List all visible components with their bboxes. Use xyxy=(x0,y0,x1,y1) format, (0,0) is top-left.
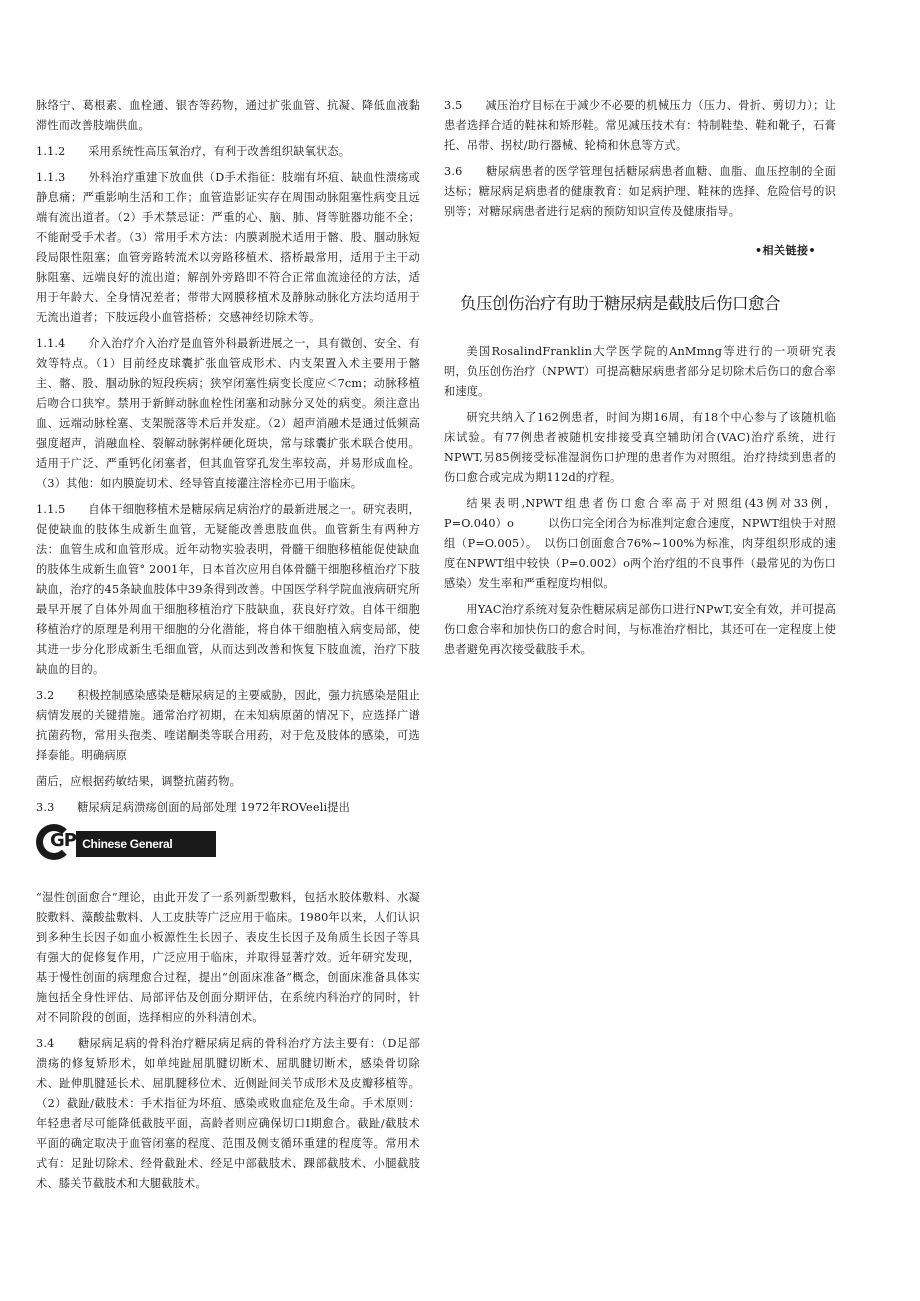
paragraph-3-6: 3.6 糖尿病患者的医学管理包括糖尿病患者血糖、血脂、血压控制的全面达标；糖尿病足病患者的健康教育：如足病护理、鞋袜的选择、危险信号的识别等；对糖尿病患者进行足病的预防知识宣传及健康指导。 xyxy=(444,165,836,218)
journal-logo xyxy=(36,824,216,871)
article-paragraph: 结果表明,NPWT组患者伤口愈合率高于对照组(43例对33例，P=O.040）o 以伤口完全闭合为标准判定愈合速度，NPWT组快于对照组（P=O.005）。 以伤口创面愈合76%~100%为标准，肉芽组织形成的速度在NPWT组中较快（P=0.002）o两个治疗组的不良事件（最常见的为伤口感染）发生率和严重程度均相似。 xyxy=(444,497,836,590)
article-paragraph: 用YAC治疗系统对复杂性糖尿病足部伤口进行NPwT,安全有效，并可提高伤口愈合率和加快伤口的愈合时间，与标准治疗相比，其还可在一定程度上使患者避免再次接受截肢手术。 xyxy=(444,603,836,656)
paragraph-3-4: 3.4 糖尿病足病的骨科治疗糖尿病足病的骨科治疗方法主要有：（D足部溃疡的修复矫形术，如单纯趾屈肌腱切断术、屈肌腱切断术，感染骨切除术、趾伸肌腱延长术、屈肌腱移位术、近侧趾间关节成形术及皮瓣移植等。（2）截趾/截肢术：手术指征为坏疽、感染或败血症危及生命。手术原则：年轻患者尽可能降低截肢平面，高龄者则应确保切口I期愈合。截趾/截肢术平面的确定取决于血管闭塞的程度、范围及侧支循环重建的程度等。常用术式有：足趾切除术、经骨截趾术、经足中部截肢术、踝部截肢术、小腿截肢术、膝关节截肢术和大腿截肢术。 xyxy=(36,1037,420,1190)
paragraph-1-1-5: 1.1.5 自体干细胞移植术是糖尿病足病治疗的最新进展之一。研究表明，促使缺血的肢体生成新生血管，无疑能改善患肢血供。血管新生有两种方法：血管生成和血管形成。近年动物实验表明，骨髓干细胞移植能促使缺血的肢体生成新生血管° 2001年，日本首次应用自体骨髓干细胞移植治疗下肢缺血，治疗的45条缺血肢体中39条得到改善。中国医学科学院血液病研究所最早开展了自体外周血干细胞移植治疗下肢缺血，获良好疗效。自体干细胞移植治疗的原理是利用干细胞的分化潜能，将自体干细胞植入病变局部，使其进一步分化形成新生毛细血管，从而达到改善和恢复下肢血流，治疗下肢缺血的目的。 xyxy=(36,503,420,676)
paragraph-1-1-2: 1.1.2 采用系统性高压氧治疗，有利于改善组织缺氧状态。 xyxy=(36,145,351,158)
paragraph-1-1-3: 1.1.3 外科治疗重建下放血供（D手术指征：肢端有坏疽、缺血性溃疡或静息痛；严重影响生活和工作；血管造影证实存在周围动脉阻塞性病变且远端有流出道者。（2）手术禁忌证：严重的心、脑、肺、肾等脏器功能不全；不能耐受手术者。（3）常用手术方法：内膜剥脱术适用于髂、股、腘动脉短段局限性阻塞；血管旁路转流术以旁路移植术、搭桥最常用，适用于主干动脉阻塞、远端良好的流出道；解剖外旁路即不符合正常血流途径的方法，适用于年龄大、全身情况差者；带带大网膜移植术及静脉动脉化方法均适用于无流出道者；下肢远段小血管搭桥；交感神经切除术等。 xyxy=(36,171,420,324)
related-link-label: •相关链接• xyxy=(754,244,816,257)
paragraph-3-3: 3.3 糖尿病足病溃疡创面的局部处理 1972年ROVeeli提出 xyxy=(36,801,351,814)
paragraph-3-2-cont: 菌后，应根据药敏结果，调整抗菌药物。 xyxy=(36,775,241,788)
paragraph-wound-healing: “湿性创面愈合”理论，由此开发了一系列新型敷料，包括水胶体敷料、水凝胶敷料、藻酸盐敷料、人工皮肤等广泛应用于临床。1980年以来，人们认识到多种生长因子如血小板源性生长因子、表皮生长因子及角质生长因子等具有强大的促修复作用，广泛应用于临床，并取得显著疗效。近年研究发现，基于慢性创面的病理愈合过程，提出“创面床准备”概念，创面床准备具体实施包括全身性评估、局部评估及创面分期评估，在系统内科治疗的同时，针对不同阶段的创面，选择相应的外科清创术。 xyxy=(36,891,420,1024)
cgp-logo-icon: GP xyxy=(36,824,86,864)
paragraph-vasodilator: 脉络宁、葛根素、血栓通、银杏等药物，通过扩张血管、抗凝、降低血液黏滞性而改善肢端供血。 xyxy=(36,99,420,132)
paragraph-3-5: 3.5 减压治疗目标在于减少不必要的机械压力（压力、骨折、剪切力）；让患者选择合适的鞋袜和矫形鞋。常见减压技术有：特制鞋垫、鞋和靴子，石膏托、吊带、拐杖/助行器械、轮椅和休息等方式。 xyxy=(444,99,836,152)
journal-logo-text: Chinese General Practice xyxy=(76,831,216,857)
left-column xyxy=(36,96,420,1200)
paragraph-3-2: 3.2 积极控制感染感染是糖尿病足的主要威胁，因此，强力抗感染是阻止病情发展的关键措施。通常治疗初期，在未知病原菌的情况下，应选择广谱抗菌药物，常用头孢类、喹诺酮类等联合用药，对于危及肢体的感染，可选择泰能。明确病原 xyxy=(36,689,420,762)
article-paragraph: 美国RosalindFranklin大学医学院的AnMmng等进行的一项研究表明，负压创伤治疗（NPWT）可提高糖尿病患者部分足切除术后伤口的愈合率和速度。 xyxy=(444,345,836,398)
article-paragraph: 研究共纳入了162例患者，时间为期16周，有18个中心参与了该随机临床试验。有77例患者被随机安排接受真空辅助闭合(VAC)治疗系统，进行NPWT,另85例接受标准湿润伤口护理的患者作为对照组。治疗持续到患者的伤口愈合或完成为期112d的疗程。 xyxy=(444,411,836,484)
paragraph-1-1-4: 1.1.4 介入治疗介入治疗是血管外科最新进展之一，具有微创、安全、有效等特点。（1）目前经皮球囊扩张血管成形术、内支架置入术主要用于髂主、髂、股、腘动脉的短段疾病；狭窄闭塞性病变长度应＜7cm；动脉移植后吻合口狭窄。禁用于新鲜动脉血栓性闭塞和动脉分叉处的病变。须注意出血、远端动脉栓塞、支架脱落等术后并发症。（2）超声消融术是通过低频高强度超声，消融血栓、裂解动脉粥样硬化斑块，常与球囊扩张术联合使用。适用于广泛、严重钙化闭塞者，但其血管穿孔发生率较高，并易形成血栓。（3）其他：如内膜旋切术、经导管直接灌注溶栓亦已用于临床。 xyxy=(36,337,420,490)
right-column xyxy=(444,96,836,666)
sidebar-article-title: 负压创伤治疗有助于糖尿病是截肢后伤口愈合 xyxy=(460,294,780,313)
